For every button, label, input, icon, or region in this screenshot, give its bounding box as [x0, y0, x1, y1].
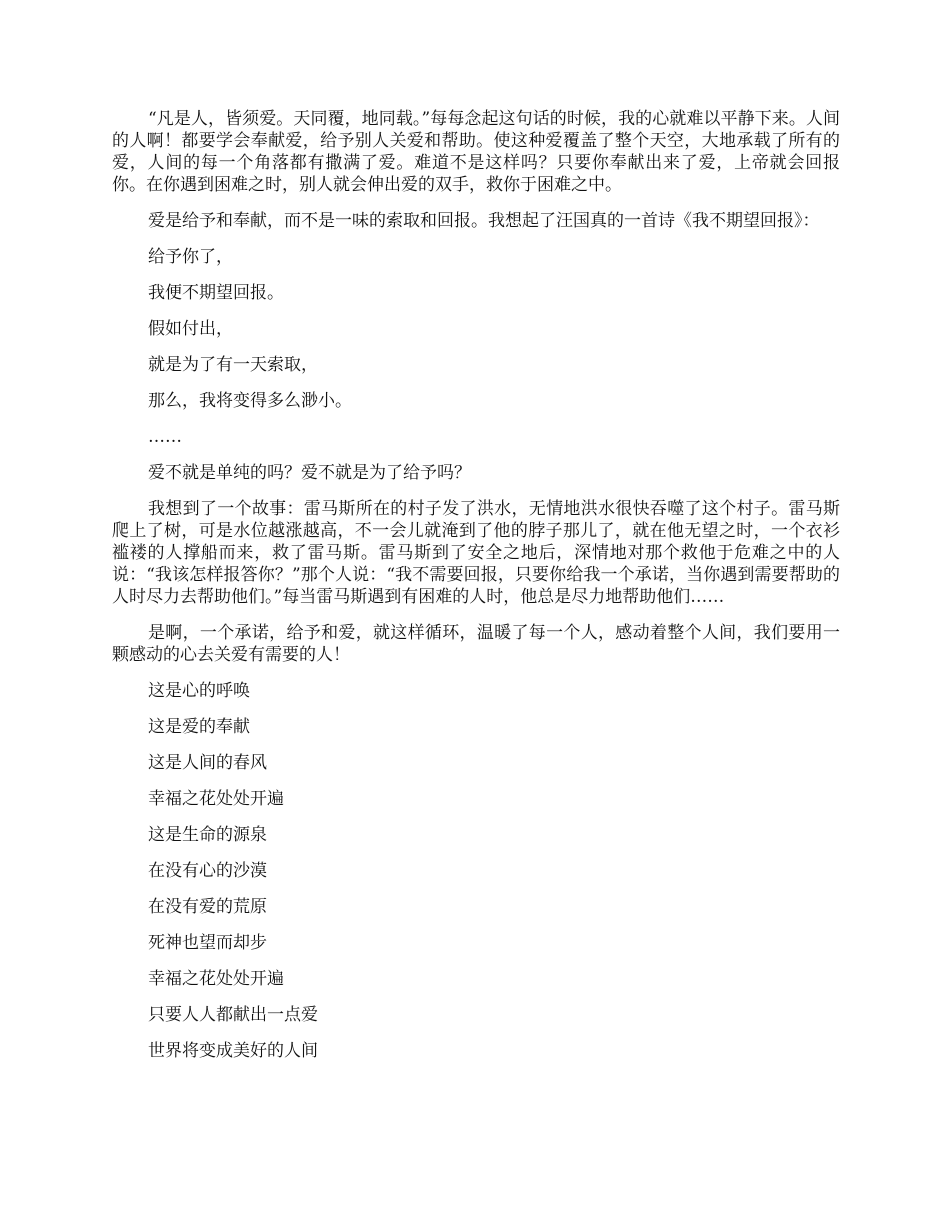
document-body — [112, 108, 840, 1076]
poem-line: 就是为了有一天索取， — [148, 355, 318, 375]
song-line: 这是心的呼唤 — [148, 681, 250, 701]
paragraph-conclusion: 是啊，一个承诺，给予和爱，就这样循环，温暖了每一个人，感动着整个人间，我们要用一颗感动的心去关爱有需要的人！ — [112, 623, 840, 665]
poem-line: 我便不期望回报。 — [148, 283, 284, 303]
song-line: 这是生命的源泉 — [148, 825, 267, 845]
rhetorical-question: 爱不就是单纯的吗？爱不就是为了给予吗？ — [148, 463, 471, 483]
song-line: 只要人人都献出一点爱 — [148, 1005, 318, 1025]
poem-ellipsis: …… — [148, 427, 182, 447]
song-line: 这是人间的春风 — [148, 753, 267, 773]
poem-line: 那么，我将变得多么渺小。 — [148, 391, 352, 411]
song-line: 在没有心的沙漠 — [148, 861, 267, 881]
song-line: 在没有爱的荒原 — [148, 897, 267, 917]
song-line: 幸福之花处处开遍 — [148, 969, 284, 989]
paragraph-giving: 爱是给予和奉献，而不是一味的索取和回报。我想起了汪国真的一首诗《我不期望回报》： — [148, 211, 820, 231]
poem-line: 给予你了， — [148, 247, 233, 267]
song-line: 世界将变成美好的人间 — [148, 1041, 318, 1061]
paragraph-opening: “凡是人，皆须爱。天同覆，地同载。”每每念起这句话的时候，我的心就难以平静下来。人间的人啊！都要学会奉献爱，给予别人关爱和帮助。使这种爱覆盖了整个天空，大地承载了所有的爱，人间的每一个角落都有撒满了爱。难道不是这样吗？只要你奉献出来了爱，上帝就会回报你。在你遇到困难之时，别人就会伸出爱的双手，救你于困难之中。 — [112, 109, 840, 195]
paragraph-story: 我想到了一个故事：雷马斯所在的村子发了洪水，无情地洪水很快吞噬了这个村子。雷马斯爬上了树，可是水位越涨越高，不一会儿就淹到了他的脖子那儿了，就在他无望之时，一个衣衫褴褛的人撑船而来，救了雷马斯。雷马斯到了安全之地后，深情地对那个救他于危难之中的人说：“我该怎样报答你？”那个人说：“我不需要回报，只要你给我一个承诺，当你遇到需要帮助的人时尽力去帮助他们。”每当雷马斯遇到有困难的人时，他总是尽力地帮助他们…… — [112, 499, 840, 607]
song-line: 死神也望而却步 — [148, 933, 267, 953]
song-line: 幸福之花处处开遍 — [148, 789, 284, 809]
song-line: 这是爱的奉献 — [148, 717, 250, 737]
poem-line: 假如付出， — [148, 319, 233, 339]
